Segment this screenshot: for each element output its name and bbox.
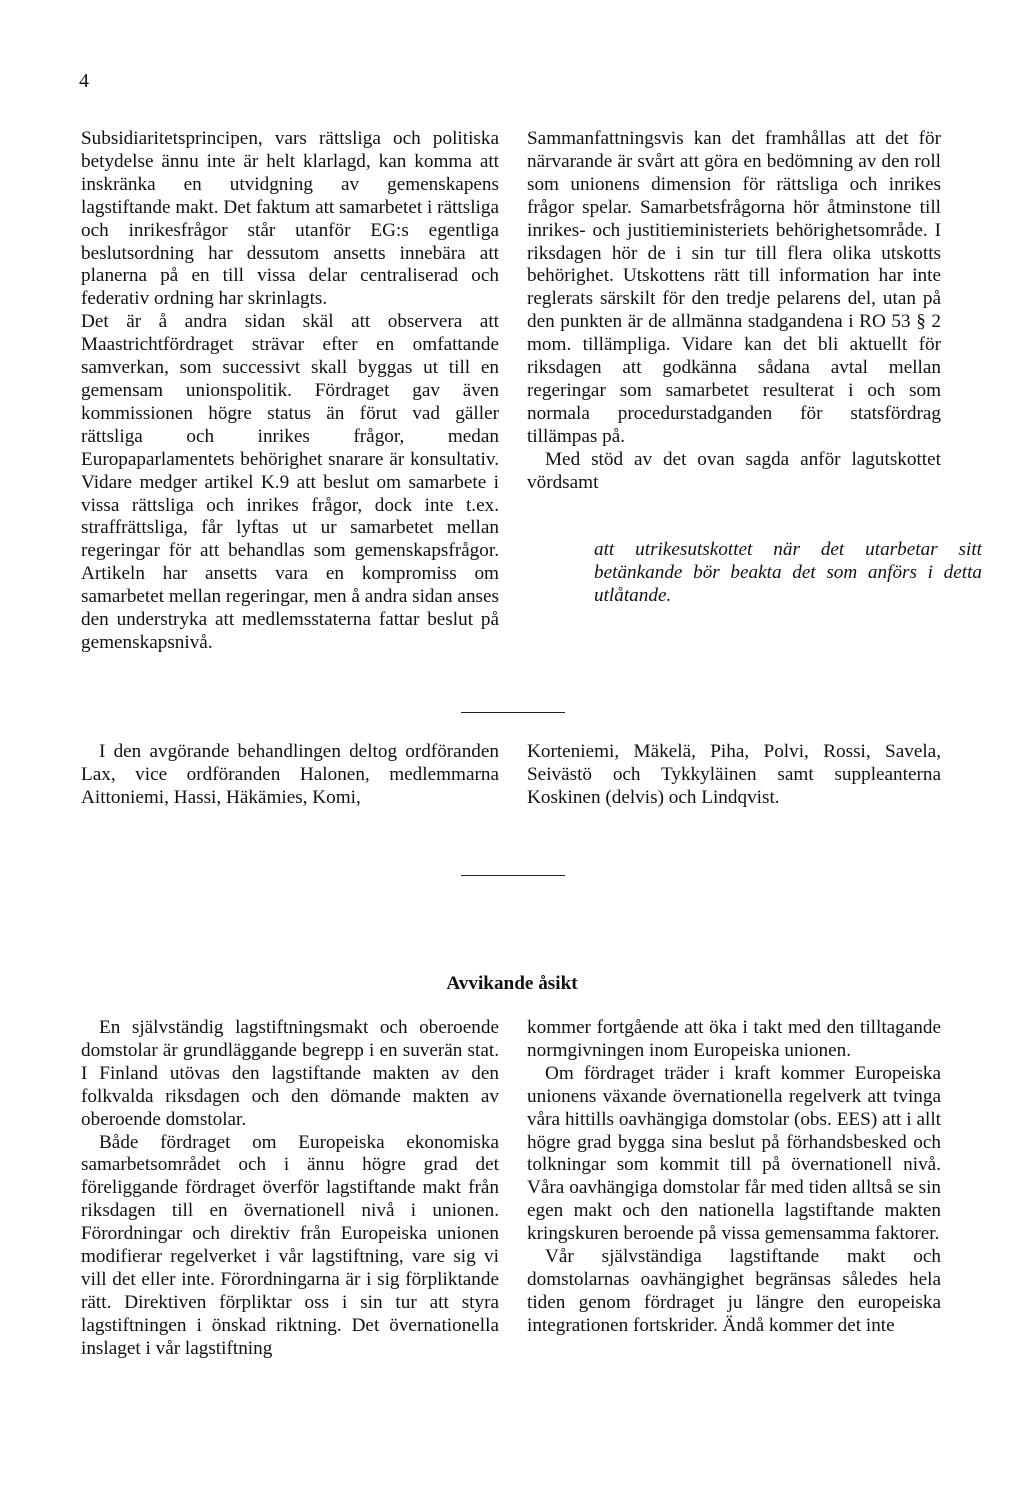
divider (461, 712, 565, 713)
paragraph: Om fördraget träder i kraft kommer Europeiska unionens växande övernationella regelverk att tvinga våra hittills oavhängiga domstolar (obs. EES) att i allt högre grad bygga sina beslut på förhandsbesked och tolkningar som kommit till på övernationell nivå. Våra oavhängiga domstolar får med tiden alltså se sin egen makt och den nationella lagstiftande makten kringskuren beroende på vissa gemensamma faktorer. (527, 1062, 941, 1245)
paragraph: Vår självständiga lagstiftande makt och domstolarnas oavhängighet begränsas således hela tiden genom fördraget ju längre den europeiska integrationen fortskrider. Ändå kommer det inte (527, 1246, 941, 1336)
participants-right (527, 741, 941, 810)
paragraph: Det är å andra sidan skäl att observera att Maastrichtfördraget strävar efter en omfattande samverkan, som successivt skall byggas ut till en gemensam unionspolitik. Fördraget gav även kommissionen högre status än förut vad gäller rättsliga och inrikes frågor, medan Europaparlamentets behörighet snarare är konsultativ. Vidare medger artikel K.9 att beslut om samarbete i vissa rättsliga och inrikes frågor, dock inte t.ex. straffrättsliga, får lyftas ut ur samarbetet mellan regeringar för att behandlas som gemenskapsfrågor. Artikeln har ansetts vara en kompromiss om samarbetet mellan regeringar, men å andra sidan anses den understryka att medlemsstaterna fattar beslut på gemenskapsnivå. (81, 311, 499, 653)
paragraph: kommer fortgående att öka i takt med den tilltagande normgivningen inom Europeiska unionen. (527, 1017, 941, 1061)
dissent-right-column (527, 1017, 941, 1338)
paragraph: Med stöd av det ovan sagda anför lagutskottet vördsamt (527, 448, 941, 493)
paragraph: Både fördraget om Europeiska ekonomiska samarbetsområdet och i ännu högre grad det föreliggande fördraget överför lagstiftande makt från riksdagen till en övernationell nivå i unionen. Förordningar och direktiv från Europeiska unionen modifierar regelverket i vår lagstiftning, vare sig vi vill det eller inte. Förordningarna är i sig förpliktande rätt. Direktiven förpliktar oss i sin tur att styra lagstiftningen i önskad riktning. Det övernationella inslaget i vår lagstiftning (81, 1131, 499, 1359)
section-heading: Avvikande åsikt (446, 973, 578, 994)
paragraph: Korteniemi, Mäkelä, Piha, Polvi, Rossi, Savela, Seivästö och Tykkyläinen samt suppleanterna Koskinen (delvis) och Lindqvist. (527, 741, 941, 808)
section1-left-column (81, 128, 499, 655)
participants-left (81, 741, 499, 810)
section1-right-column (527, 128, 941, 495)
paragraph: I den avgörande behandlingen deltog ordföranden Lax, vice ordföranden Halonen, medlemmarna Aittoniemi, Hassi, Häkämies, Komi, (81, 741, 499, 808)
paragraph: Subsidiaritetsprincipen, vars rättsliga och politiska betydelse ännu inte är helt klarlagd, kan komma att inskränka en utvidgning av gemenskapens lagstiftande makt. Det faktum att samarbetet i rättsliga och inrikesfrågor står utanför EG:s egentliga beslutsordning har dessutom ansetts innebära att planerna på en till vissa delar centraliserad och federativ ordning har skrinlagts. (81, 128, 499, 310)
dissent-left-column (81, 1017, 499, 1361)
page-number: 4 (79, 70, 89, 92)
motion-text: att utrikesutskottet när det utarbetar sitt betänkande bör beakta det som anförs i detta utlåtande. (594, 539, 982, 606)
divider (461, 875, 565, 876)
paragraph: Sammanfattningsvis kan det framhållas att det för närvarande är svårt att göra en bedömning av den roll som unionens dimension för rättsliga och inrikes frågor spelar. Samarbetsfrågorna hör åtminstone till inrikes- och justitieministeriets behörighetsområde. I riksdagen hör de i sin tur till flera olika utskotts behörighet. Utskottens rätt till information har inte reglerats särskilt för den tredje pelarens del, utan på den punkten är de allmänna stadgandena i RO 53 § 2 mom. tillämpliga. Vidare kan det bli aktuellt för riksdagen att godkänna sådana avtal mellan regeringar som samarbetet resulterat i och som normala procedurstadganden för statsfördrag tillämpas på. (527, 128, 941, 447)
paragraph: En självständig lagstiftningsmakt och oberoende domstolar är grundläggande begrepp i en suverän stat. I Finland utövas den lagstiftande makten av den folkvalda riksdagen och den dömande makten av oberoende domstolar. (81, 1017, 499, 1130)
